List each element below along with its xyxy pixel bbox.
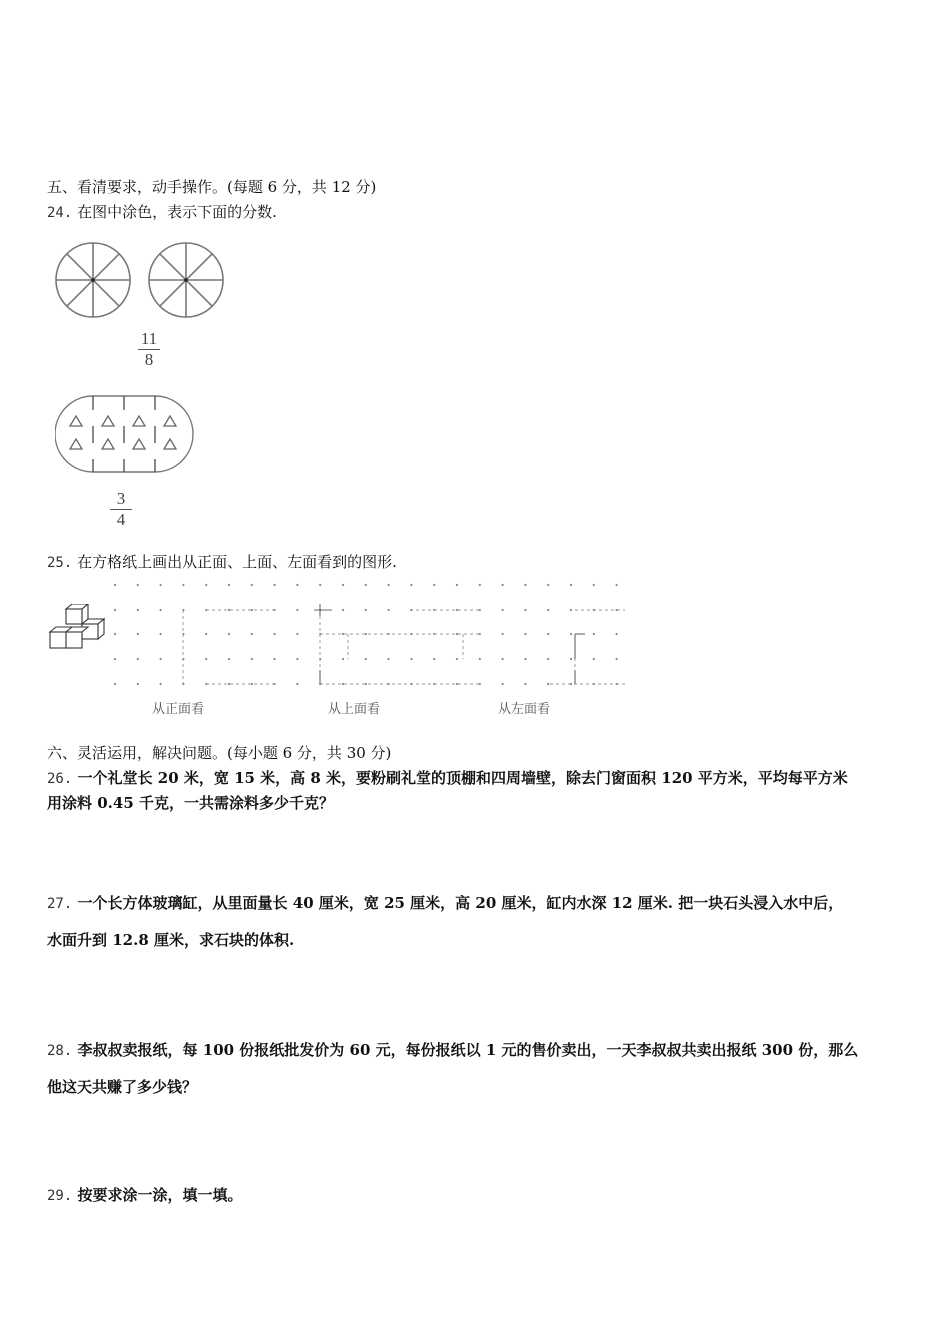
section-5-heading: 五、看清要求，动手操作。(每题 6 分，共 12 分): [47, 178, 377, 196]
quarters-rounded-rect-figure: [55, 393, 195, 477]
question-text: 在图中涂色，表示下面的分数.: [77, 203, 277, 221]
fraction-11-8: 11 8: [134, 330, 164, 369]
question-text: 按要求涂一涂，填一填。: [77, 1186, 243, 1204]
eighths-circles-figure: [50, 238, 240, 322]
question-text: 在方格纸上画出从正面、上面、左面看到的图形.: [77, 553, 397, 571]
question-number: 26.: [47, 771, 73, 787]
question-25: [47, 552, 397, 573]
question-29: [47, 1185, 243, 1206]
question-26-line-1: [47, 768, 848, 789]
question-26-line-2: 用涂料 0.45 千克，一共需涂料多少千克？: [47, 794, 334, 812]
cubes-figure: [48, 604, 108, 656]
question-text: 一个礼堂长 20 米，宽 15 米，高 8 米，要粉刷礼堂的顶棚和四周墙壁，除去门窗面积 120 平方米，平均每平方米: [77, 769, 848, 787]
dot-grid-paper[interactable]: [110, 578, 635, 692]
question-24: [47, 202, 277, 223]
question-28-line-2: 他这天共赚了多少钱？: [47, 1078, 198, 1096]
caption-left-view: 从左面看: [498, 702, 551, 717]
question-number: 28.: [47, 1043, 73, 1059]
question-number: 27.: [47, 896, 73, 912]
question-28-line-1: [47, 1040, 858, 1061]
caption-front-view: 从正面看: [152, 702, 205, 717]
question-number: 25.: [47, 555, 73, 571]
question-27-line-2: 水面升到 12.8 厘米，求石块的体积.: [47, 931, 295, 949]
fraction-3-4: 3 4: [106, 490, 136, 529]
question-number: 29.: [47, 1188, 73, 1204]
question-text: 李叔叔卖报纸，每 100 份报纸批发价为 60 元，每份报纸以 1 元的售价卖出，一天李叔叔共卖出报纸 300 份，那么: [77, 1041, 859, 1059]
section-6-heading: 六、灵活运用，解决问题。(每小题 6 分，共 30 分): [47, 744, 392, 762]
question-27-line-1: [47, 893, 843, 914]
question-text: 一个长方体玻璃缸，从里面量长 40 厘米，宽 25 厘米，高 20 厘米，缸内水深 12 厘米. 把一块石头浸入水中后，: [77, 894, 844, 912]
question-number: 24.: [47, 205, 73, 221]
caption-top-view: 从上面看: [328, 702, 381, 717]
